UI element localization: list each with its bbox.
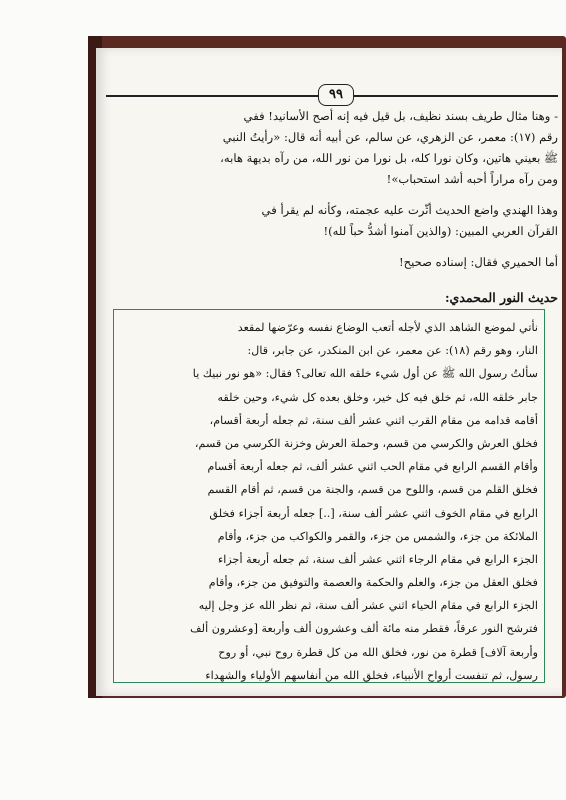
box-line: نأتي لموضع الشاهد الذي لأجله أتعب الوضاع نفسه وعرّضها لمقعد	[237, 321, 538, 334]
box-line: أقامه قدامه من مقام القرب اثني عشر ألف سنة، ثم جعله أربعة أقسام،	[209, 413, 538, 427]
box-line: النار، وهو رقم (١٨): عن معمر، عن ابن المنكدر، عن جابر، قال:	[247, 344, 538, 358]
box-line: سألتُ رسول الله ﷺ عن أول شيء خلقه الله تعالى؟ فقال: «هو نور نبيك يا	[192, 367, 538, 381]
box-line: الرابع في مقام الخوف اثني عشر ألف سنة، [..] جعله أربعة أجزاء فخلق	[209, 506, 538, 520]
box-line: وأقام القسم الرابع في مقام الحب اثني عشر ألف، ثم جعله أربعة أقسام	[207, 460, 538, 474]
text-line: ﷺ بعيني هاتين، وكان نورا كله، بل نورا من نور الله، من رآه بديهة هابه،	[220, 151, 558, 165]
page-number: ٩٩	[318, 84, 354, 106]
text-line: أما الحميري فقال: إسناده صحيح!	[398, 255, 558, 269]
quote-box-text	[120, 317, 538, 688]
box-line: فترشح النور عرقاً، فقطر منه مائة ألف وعشرون ألف وأربعة [وعشرون ألف	[190, 622, 538, 636]
box-line: رسول، ثم تنفست أرواح الأنبياء، فخلق الله من أنفاسهم الأولياء والشهداء	[205, 668, 538, 682]
text-line: القرآن العربي المبين: (والذين آمنوا أشدُّ حباً لله)!	[323, 224, 558, 238]
box-line: وأربعة آلاف] قطرة من نور، فخلق الله من كل قطرة روح نبي، أو روح	[218, 645, 538, 659]
paragraph-gap	[108, 190, 558, 200]
paragraph-gap	[108, 242, 558, 252]
box-line: فخلق القلم من قسم، واللوح من قسم، والجنة من قسم، ثم أقام القسم	[207, 483, 538, 497]
box-line: الجزء الرابع في مقام الحياء اثني عشر ألف سنة، ثم نظر الله عز وجل إليه	[198, 599, 538, 613]
text-line: وهذا الهندي واضع الحديث أثّرت عليه عجمته، وكأنه لم يقرأ في	[261, 203, 558, 217]
box-line: فخلق العرش والكرسي من قسم، وحملة العرش وخزنة الكرسي من قسم،	[194, 436, 538, 450]
section-heading: حديث النور المحمدي:	[444, 290, 558, 305]
box-line: جابر خلقه الله، ثم خلق فيه كل خير، وخلق بعده كل شيء، وحين خلقه	[217, 390, 538, 404]
upper-text-block	[108, 106, 558, 273]
text-line: رقم (١٧): معمر، عن الزهري، عن سالم، عن أبيه أنه قال: «رأيتُ النبي	[222, 130, 558, 144]
box-line: الملائكة من جزء، والشمس من جزء، والقمر والكواكب من جزء، وأقام	[217, 529, 538, 543]
text-line: - وهنا مثال طريف بسند نظيف، بل قيل فيه إنه أصح الأسانيد! ففي	[243, 109, 558, 123]
text-line: ومن رآه مراراً أحبه أشد استحباب»!	[386, 172, 558, 186]
box-line: الجزء الرابع في مقام الرجاء اثني عشر ألف سنة، ثم جعله أربعة أجزاء	[217, 552, 538, 566]
box-line: فخلق العقل من جزء، والعلم والحكمة والعصمة والتوفيق من جزء، وأقام	[208, 576, 538, 590]
